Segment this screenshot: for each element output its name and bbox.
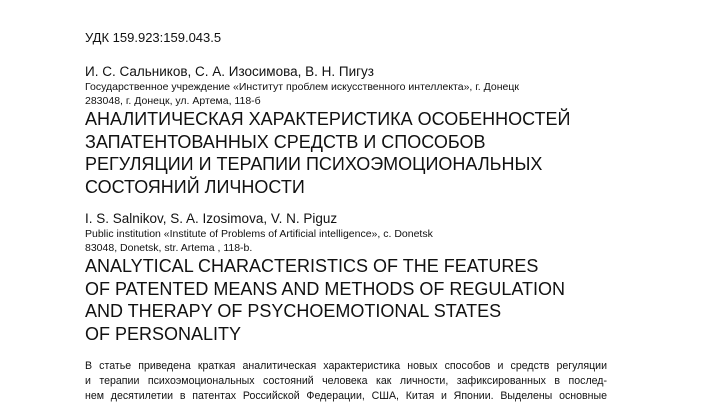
russian-header-block xyxy=(85,63,610,198)
affiliation-en-line: Public institution «Institute of Problems of Artificial intelligence», c. Donetsk xyxy=(85,228,433,240)
title-en xyxy=(85,255,610,345)
english-header-block xyxy=(85,210,610,345)
abstract xyxy=(85,359,607,404)
title-en-line: OF PATENTED MEANS AND METHODS OF REGULATION xyxy=(85,278,566,299)
title-ru-line: РЕГУЛЯЦИИ И ТЕРАПИИ ПСИХОЭМОЦИОНАЛЬНЫХ xyxy=(85,154,543,174)
abstract-line: В статье приведена краткая аналитическая характеристика новых способов и средств регуляции xyxy=(85,360,607,372)
udk-code: УДК 159.923:159.043.5 xyxy=(85,30,222,45)
affiliation-ru xyxy=(85,80,610,108)
authors-ru: И. С. Сальников, С. А. Изосимова, В. Н. Пигуз xyxy=(85,64,374,79)
title-ru-line: АНАЛИТИЧЕСКАЯ ХАРАКТЕРИСТИКА ОСОБЕННОСТЕЙ xyxy=(85,109,571,129)
affiliation-ru-line: Государственное учреждение «Институт проблем искусственного интеллекта», г. Донецк xyxy=(85,81,519,93)
title-en-line: AND THERAPY OF PSYCHOEMOTIONAL STATES xyxy=(85,301,502,321)
authors-en: I. S. Salnikov, S. A. Izosimova, V. N. Piguz xyxy=(85,211,338,226)
affiliation-ru-line: 283048, г. Донецк, ул. Артема, 118-б xyxy=(85,95,261,107)
title-en-line: OF PERSONALITY xyxy=(85,323,242,344)
title-ru-line: ЗАПАТЕНТОВАННЫХ СРЕДСТВ И СПОСОБОВ xyxy=(85,131,486,152)
title-en-line: ANALYTICAL CHARACTERISTICS OF THE FEATURES xyxy=(85,256,539,276)
title-ru-line: СОСТОЯНИЙ ЛИЧНОСТИ xyxy=(85,176,305,197)
affiliation-en-line: 83048, Donetsk, str. Artema , 118-b. xyxy=(85,242,253,254)
affiliation-en xyxy=(85,227,610,255)
title-ru xyxy=(85,108,610,198)
abstract-line: нем десятилетии в патентах Российской Федерации, США, Китая и Японии. Выделены основные xyxy=(85,390,607,402)
abstract-line: и терапии психоэмоциональных состояний человека как личности, зафиксированных в послед- xyxy=(85,375,607,387)
